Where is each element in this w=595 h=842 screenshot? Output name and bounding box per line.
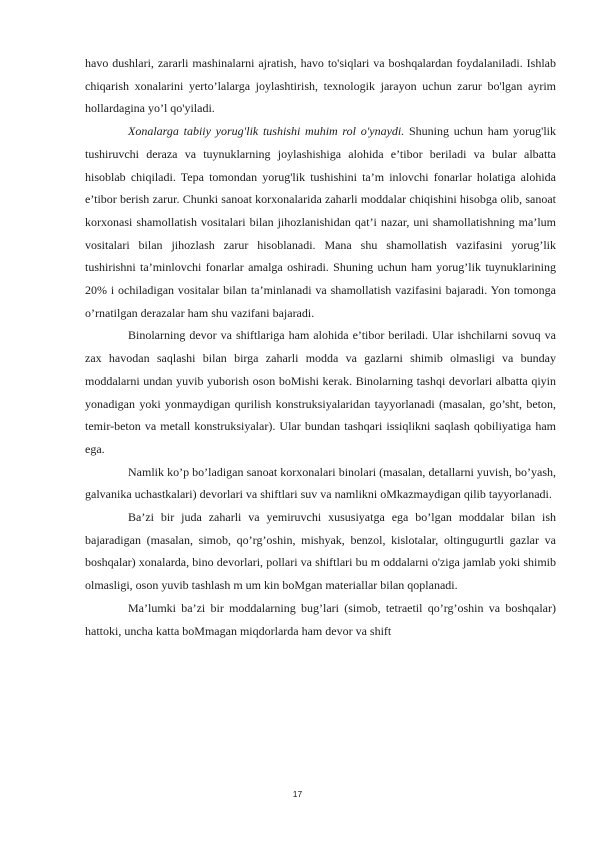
paragraph-toxic-substances: Ba’zi bir juda zaharli va yemiruvchi xususiyatga ega bo’lgan moddalar bilan ish bajaradigan (masalan, simob, qo’rg’oshin, mishyak, benzol, kislotalar, oltingugurtli gazlar va boshqalar) xonalarda, bino devorlari, pollari va shiftlari bu m oddalarni o'ziga jamlab yoki shimib olmasligi, oson yuvib tashlash m um kin boMgan materiallar bilan qoplanadi. bbox=[85, 510, 556, 593]
page-number: 17 bbox=[292, 789, 303, 799]
paragraph-natural-light bbox=[85, 120, 556, 324]
paragraph-italic-lead: Xonalarga tabiiy yorug'lik tushishi muhim rol o'ynaydi. bbox=[128, 124, 405, 139]
paragraph-humidity: Namlik ko’p bo’ladigan sanoat korxonalari binolari (masalan, detallarni yuvish, bo’yash, galvanika uchastkalari) devorlari va shiftlari suv va namlikni oMkazmaydigan qilib tayyorlanadi. bbox=[85, 464, 556, 502]
document-body bbox=[85, 52, 556, 642]
paragraph-walls-ceilings: Binolarning devor va shiftlariga ham alohida e’tibor beriladi. Ular ishchilarni sovuq va zax havodan saqlashi bilan birga zaharli modda va gazlarni shimib olmasligi va bunday moddalarni undan yuvib yuborish oson boMishi kerak. Binolarning tashqi devorlari albatta qiyin yonadigan yoki yonmaydigan qurilish konstruksiyalaridan tayyorlanadi (masalan, go’sht, beton, temir-beton va metall konstruksiyalar). Ular bundan tashqari issiqlikni saqlash qobiliyatiga ham ega. bbox=[85, 328, 556, 456]
paragraph-body: Shuning uchun ham yorug'lik tushiruvchi deraza va tuynuklarning joylashishiga alohida e’tibor beriladi va bular albatta hisoblab chiqiladi. Tepa tomondan yorug'lik tushishini ta’m inlovchi fonarlar holatiga alohida e’tibor berish zarur. Chunki sanoat korxonalarida zaharli moddalar chiqishini hisobga olib, sanoat korxonasi shamollatish vositalari bilan jihozlanishidan qat’i nazar, uni shamollatishning ma’lum vositalari bilan jihozlash zarur hisoblanadi. Mana shu shamollatish vazifasini yorug’lik tushirishni ta’minlovchi fonarlar amalga oshiradi. Shuning uchun ham yorug’lik tuynuklarining 20% i ochiladigan vositalar bilan ta’minlanadi va shamollatish vazifasini bajaradi. Yon tomonga o’rnatilgan derazalar ham shu vazifani bajaradi. bbox=[85, 124, 556, 320]
paragraph-vapors: Ma’lumki ba’zi bir moddalarning bug’lari (simob, tetraetil qo’rg’oshin va boshqalar) hattoki, uncha katta boMmagan miqdorlarda ham devor va shift bbox=[85, 600, 556, 638]
paragraph-continuation: havo dushlari, zararli mashinalarni ajratish, havo to'siqlari va boshqalardan foydalaniladi. Ishlab chiqarish xonalarini yerto’lalarga joylashtirish, texnologik jarayon uchun zarur bo'lgan ayrim hollardagina yo’l qo'yiladi. bbox=[85, 56, 556, 116]
